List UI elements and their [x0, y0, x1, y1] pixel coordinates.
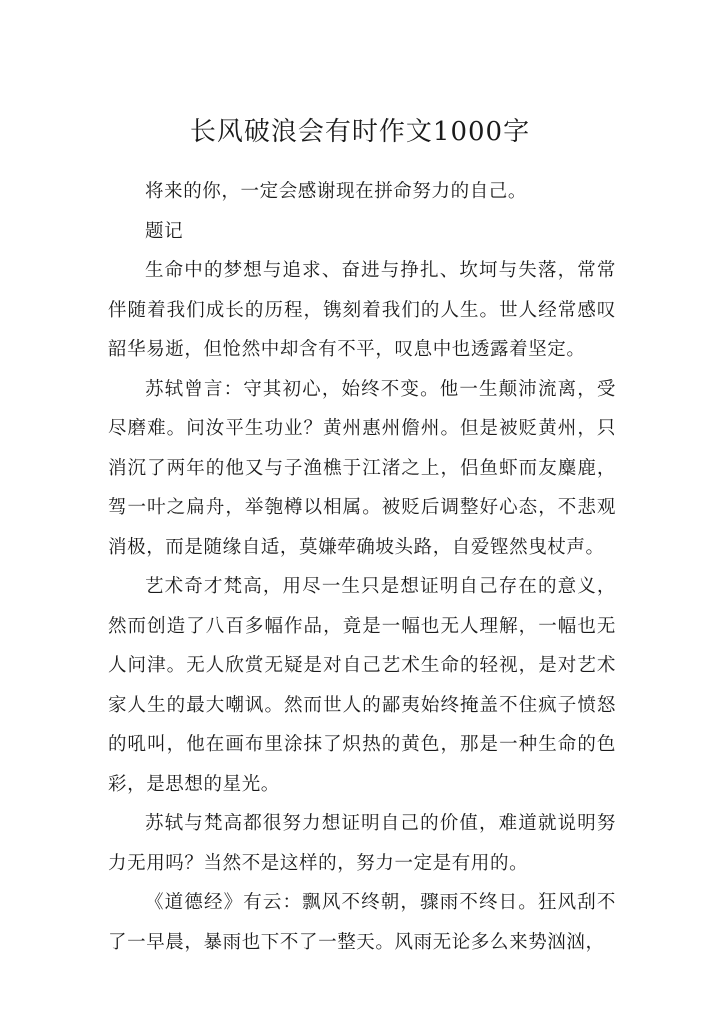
paragraph: 苏轼与梵高都很努力想证明自己的价值，难道就说明努力无用吗？当然不是这样的，努力一定是有用的。 — [108, 813, 616, 874]
paragraph-epigraph: 将来的你，一定会感谢现在拼命努力的自己。 — [145, 181, 528, 202]
paragraph: 艺术奇才梵高，用尽一生只是想证明自己存在的意义，然而创造了八百多幅作品，竟是一幅也无人理解，一幅也无人问津。无人欣赏无疑是对自己艺术生命的轻视，是对艺术家人生的最大嘲讽。然而世人的鄙夷始终掩盖不住疯子愤怒的吼叫，他在画布里涂抹了炽热的黄色，那是一种生命的色彩，是思想的星光。 — [108, 576, 616, 795]
paragraph-epigraph-label: 题记 — [145, 220, 184, 242]
paragraph: 生命中的梦想与追求、奋进与挣扎、坎坷与失落，常常伴随着我们成长的历程，镌刻着我们的人生。世人经常感叹韶华易逝，但怆然中却含有不平，叹息中也透露着坚定。 — [108, 260, 616, 360]
paragraph: 苏轼曾言：守其初心，始终不变。他一生颠沛流离，受尽磨难。问汝平生功业？黄州惠州儋州。但是被贬黄州，只消沉了两年的他又与子渔樵于江渚之上，侣鱼虾而友麋鹿，驾一叶之扁舟，举匏樽以相属。被贬后调整好心态，不悲观消极，而是随缘自适，莫嫌荦确坡头路，自爱铿然曳杖声。 — [108, 378, 616, 558]
document-body — [108, 172, 616, 962]
document-title: 长风破浪会有时作文1000字 — [189, 117, 531, 147]
paragraph: 《道德经》有云：飘风不终朝，骤雨不终日。狂风刮不了一早晨，暴雨也下不了一整天。风雨无论多么来势汹汹， — [108, 892, 616, 953]
